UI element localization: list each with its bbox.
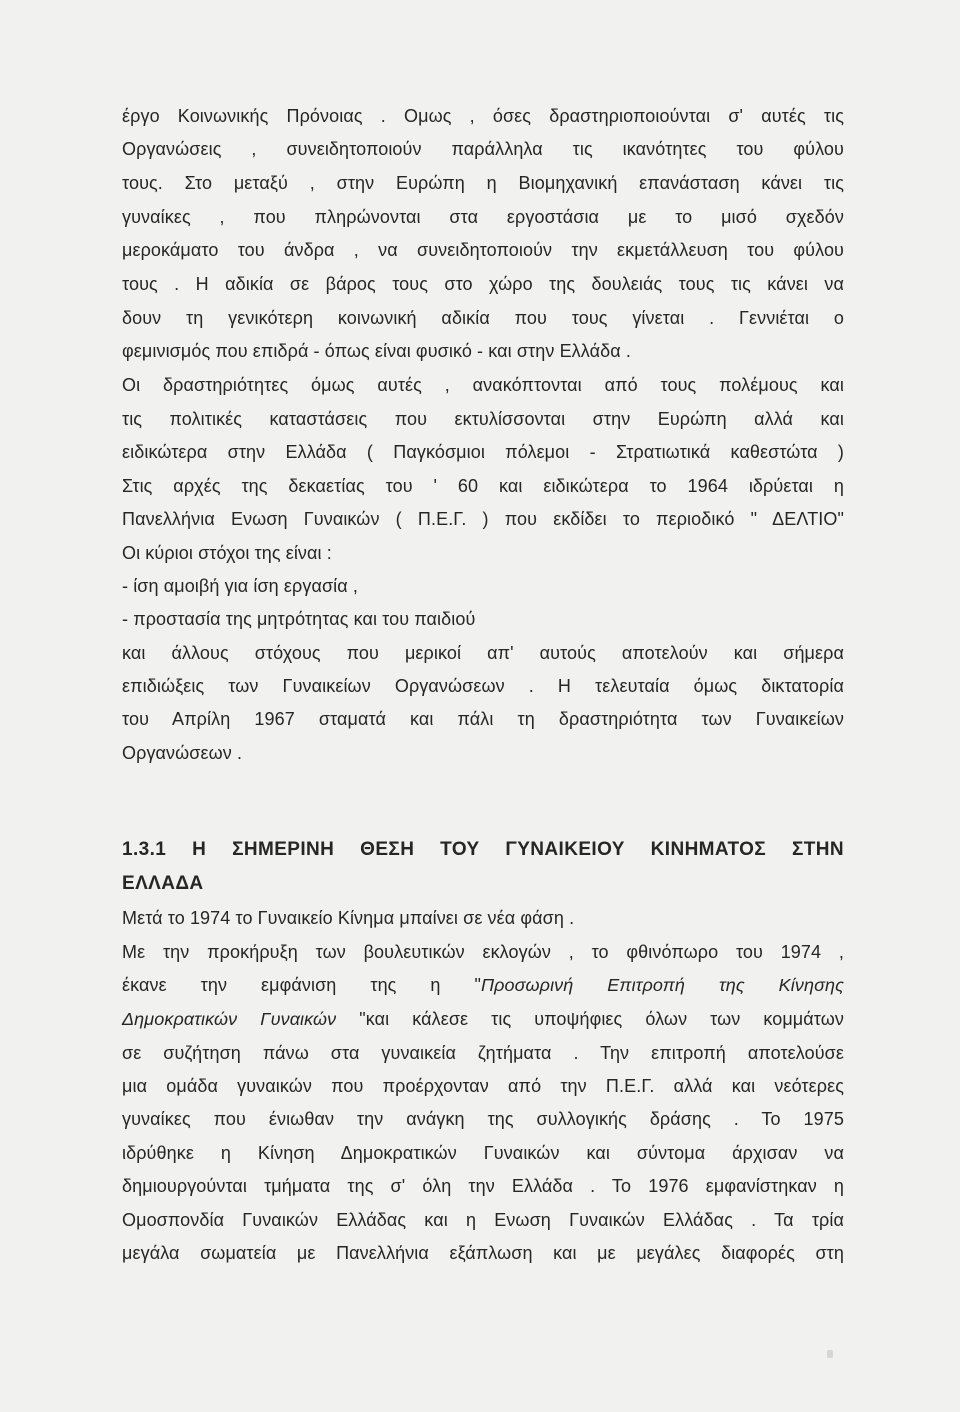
text-line: τους . Η αδικία σε βάρος τους στο χώρο της δουλειάς τους τις κάνει να [122,274,844,294]
text-line: Οργανώσεις , συνειδητοποιούν παράλληλα τις ικανότητες του φύλου [122,139,844,159]
text-line: και άλλους στόχους που μερικοί απ' αυτούς αποτελούν και σήμερα [122,643,844,663]
text-line: τους. Στο μεταξύ , στην Ευρώπη η Βιομηχανική επανάσταση κάνει τις [122,173,844,193]
text-line: Οι δραστηριότητες όμως αυτές , ανακόπτονται από τους πολέμους και [122,375,844,395]
text-line: Οι κύριοι στόχοι της είναι : [122,543,332,563]
text-line: Ομοσπονδία Γυναικών Ελλάδας και η Ενωση Γυναικών Ελλάδας . Τα τρία [122,1210,844,1230]
text-segment: "και κάλεσε τις υποψήφιες όλων των κομμάτων [336,1009,844,1029]
text-line: μεροκάματο του άνδρα , να συνειδητοποιούν την εκμετάλλευση του φύλου [122,240,844,260]
text-line: φεμινισμός που επιδρά - όπως είναι φυσικό - και στην Ελλάδα . [122,341,631,361]
text-line: Στις αρχές της δεκαετίας του ' 60 και ειδικώτερα το 1964 ιδρύεται η [122,476,844,496]
text-line: ιδρύθηκε η Κίνηση Δημοκρατικών Γυναικών και σύντομα άρχισαν να [122,1143,844,1163]
text-line: γυναίκες που ένιωθαν την ανάγκη της συλλογικής δράσης . Το 1975 [122,1109,844,1129]
list-item: - ίση αμοιβή για ίση εργασία , [122,576,358,596]
text-line: ειδικώτερα στην Ελλάδα ( Παγκόσμιοι πόλεμοι - Στρατιωτικά καθεστώτα ) [122,442,844,462]
section-heading-continued: ΕΛΛΑΔΑ [122,873,204,894]
italic-segment: Προσωρινή Επιτροπή της Κίνησης [480,975,844,995]
text-line: του Απρίλη 1967 σταματά και πάλι τη δραστηριότητα των Γυναικείων [122,709,844,729]
text-line: επιδιώξεις των Γυναικείων Οργανώσεων . Η τελευταία όμως δικτατορία [122,676,844,696]
text-line-with-italic [122,973,844,997]
text-line: Μετά το 1974 το Γυναικείο Κίνημα μπαίνει σε νέα φάση . [122,908,575,928]
text-line: γυναίκες , που πληρώνονται στα εργοστάσια με το μισό σχεδόν [122,207,844,227]
italic-segment: Δημοκρατικών Γυναικών [122,1009,337,1029]
text-line-with-italic [122,1007,844,1031]
text-line: μεγάλα σωματεία με Πανελλήνια εξάπλωση και με μεγάλες διαφορές στη [122,1243,844,1263]
text-line: δημιουργούνται τμήματα της σ' όλη την Ελλάδα . Το 1976 εμφανίστηκαν η [122,1176,844,1196]
text-line: δουν τη γενικότερη κοινωνική αδικία που τους γίνεται . Γεννιέται ο [122,308,844,328]
list-item: - προστασία της μητρότητας και του παιδιού [122,609,476,629]
text-line: τις πολιτικές καταστάσεις που εκτυλίσσονται στην Ευρώπη αλλά και [122,409,844,429]
scan-speck [827,1350,833,1358]
text-line: μια ομάδα γυναικών που προέρχονταν από την Π.Ε.Γ. αλλά και νεότερες [122,1076,844,1096]
text-line: Πανελλήνια Ενωση Γυναικών ( Π.Ε.Γ. ) που εκδίδει το περιοδικό " ΔΕΛΤΙΟ" [122,509,844,529]
text-line: έργο Κοινωνικής Πρόνοιας . Ομως , όσες δραστηριοποιούνται σ' αυτές τις [122,106,844,126]
text-segment: έκανε την εμφάνιση της η " [122,975,481,995]
text-line: Οργανώσεων . [122,743,243,763]
section-heading: 1.3.1 Η ΣΗΜΕΡΙΝΗ ΘΕΣΗ ΤΟΥ ΓΥΝΑΙΚΕΙΟΥ ΚΙΝΗΜΑΤΟΣ ΣΤΗΝ [122,839,844,860]
text-line: Με την προκήρυξη των βουλευτικών εκλογών , το φθινόπωρο του 1974 , [122,942,844,962]
text-line: σε συζήτηση πάνω στα γυναικεία ζητήματα . Την επιτροπή αποτελούσε [122,1043,844,1063]
